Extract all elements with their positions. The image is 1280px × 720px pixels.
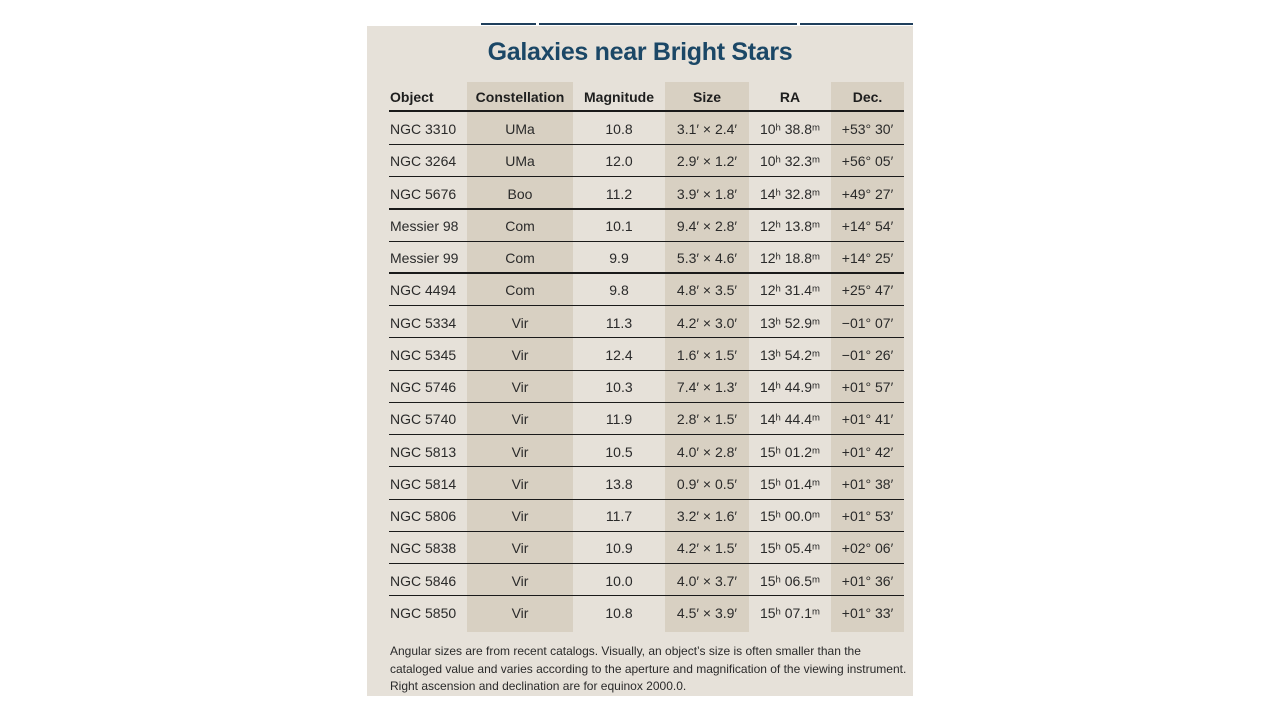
table-row [367,112,913,144]
magnitude-cell: 11.3 [605,314,633,331]
size-cell: 4.2′ × 1.5′ [676,540,738,557]
constellation-cell: Vir [511,475,529,492]
size-cell: 0.9′ × 0.5′ [676,475,738,492]
dec-cell: +56° 05′ [841,153,894,170]
table-row [367,435,913,467]
object-cell: NGC 5746 [390,379,457,395]
object-cell: NGC 5838 [390,540,457,557]
size-cell: 9.4′ × 2.8′ [676,217,738,234]
object-cell: NGC 5740 [390,411,457,428]
size-cell: 4.5′ × 3.9′ [676,604,738,621]
object-cell: NGC 5676 [390,185,457,202]
magnitude-cell: 11.9 [605,411,633,428]
constellation-cell: Vir [511,411,529,428]
table-row [367,499,913,531]
table-row [367,531,913,563]
header-magnitude: Magnitude [584,89,654,105]
object-cell: Messier 98 [390,217,459,234]
object-cell: NGC 5806 [390,508,457,524]
magnitude-cell: 10.8 [605,604,633,621]
header-object: Object [390,89,434,105]
size-cell: 3.1′ × 2.4′ [676,121,738,137]
constellation-cell: Com [505,217,535,234]
magnitude-cell: 10.3 [605,379,633,395]
dec-cell: +01° 42′ [841,443,894,460]
footnote: Angular sizes are from recent catalogs. Visually, an object’s size is often smaller than the cataloged value and varies according to the aperture and magnification of the viewing instrument. Right ascension and declination are for equinox 2000.0. [390,644,907,694]
header-constellation: Constellation [475,89,565,105]
top-rule-left [481,23,536,25]
object-cell: NGC 3310 [390,121,457,137]
constellation-cell: Vir [511,540,529,557]
ra-cell: 10ʰ 38.8ᵐ [759,121,821,137]
ra-cell: 10ʰ 32.3ᵐ [759,153,821,170]
ra-cell: 13ʰ 54.2ᵐ [759,346,821,363]
constellation-cell: Vir [511,572,529,589]
table-row [367,273,913,305]
table-row [367,564,913,596]
object-cell: NGC 5850 [390,604,457,621]
constellation-cell: Vir [511,443,529,460]
magnitude-cell: 12.0 [605,153,633,170]
object-cell: Messier 99 [390,250,459,266]
constellation-cell: Boo [507,185,533,202]
ra-cell: 15ʰ 06.5ᵐ [759,572,821,589]
constellation-cell: Vir [511,379,529,395]
top-rule-right [800,23,913,25]
table-row [367,402,913,434]
size-cell: 5.3′ × 4.6′ [676,250,738,266]
object-cell: NGC 5846 [390,572,457,589]
dec-cell: +01° 33′ [841,604,894,621]
ra-cell: 12ʰ 13.8ᵐ [759,217,821,234]
magnitude-cell: 11.2 [605,185,633,202]
ra-cell: 15ʰ 01.4ᵐ [759,475,821,492]
constellation-cell: Vir [511,604,529,621]
ra-cell: 15ʰ 00.0ᵐ [759,508,821,524]
table-row [367,177,913,209]
size-cell: 3.2′ × 1.6′ [676,508,738,524]
table-row [367,338,913,370]
ra-cell: 13ʰ 52.9ᵐ [759,314,821,331]
ra-cell: 14ʰ 32.8ᵐ [759,185,821,202]
top-rule-middle [539,23,797,25]
size-cell: 3.9′ × 1.8′ [676,185,738,202]
magnitude-cell: 10.9 [605,540,633,557]
dec-cell: +02° 06′ [841,540,894,557]
dec-cell: +53° 30′ [841,121,894,137]
dec-cell: +49° 27′ [841,185,894,202]
magnitude-cell: 10.5 [605,443,633,460]
table-row [367,370,913,402]
header-ra: RA [779,89,801,105]
dec-cell: −01° 07′ [841,314,894,331]
table-row [367,306,913,338]
size-cell: 1.6′ × 1.5′ [676,346,738,363]
ra-cell: 15ʰ 01.2ᵐ [759,443,821,460]
size-cell: 2.9′ × 1.2′ [676,153,738,170]
constellation-cell: UMa [505,121,535,137]
header-dec: Dec. [852,89,883,105]
constellation-cell: UMa [505,153,535,170]
dec-cell: +01° 38′ [841,475,894,492]
size-cell: 7.4′ × 1.3′ [676,379,738,395]
dec-cell: −01° 26′ [841,346,894,363]
table-row [367,596,913,628]
magnitude-cell: 9.8 [609,282,629,299]
dec-cell: +01° 53′ [841,508,894,524]
galaxies-table-panel [367,26,913,696]
table-title: Galaxies near Bright Stars [487,38,793,66]
header-size: Size [692,89,721,105]
magnitude-cell: 13.8 [605,475,633,492]
ra-cell: 14ʰ 44.9ᵐ [759,379,821,395]
table-row [367,467,913,499]
constellation-cell: Vir [511,314,529,331]
ra-cell: 14ʰ 44.4ᵐ [759,411,821,428]
magnitude-cell: 11.7 [605,508,633,524]
object-cell: NGC 5813 [390,443,457,460]
dec-cell: +25° 47′ [841,282,894,299]
size-cell: 4.2′ × 3.0′ [676,314,738,331]
constellation-cell: Com [505,282,535,299]
object-cell: NGC 5345 [390,346,457,363]
table-row [367,209,913,241]
ra-cell: 15ʰ 07.1ᵐ [759,604,821,621]
magnitude-cell: 10.1 [605,217,633,234]
ra-cell: 12ʰ 31.4ᵐ [759,282,821,299]
dec-cell: +14° 54′ [841,217,894,234]
ra-cell: 12ʰ 18.8ᵐ [759,250,821,266]
dec-cell: +14° 25′ [841,250,894,266]
dec-cell: +01° 36′ [841,572,894,589]
table-row [367,241,913,273]
object-cell: NGC 3264 [390,153,457,170]
constellation-cell: Vir [511,508,529,524]
size-cell: 4.8′ × 3.5′ [676,282,738,299]
size-cell: 4.0′ × 3.7′ [676,572,738,589]
ra-cell: 15ʰ 05.4ᵐ [759,540,821,557]
object-cell: NGC 5334 [390,314,457,331]
magnitude-cell: 10.8 [605,121,633,137]
magnitude-cell: 9.9 [609,250,629,266]
magnitude-cell: 12.4 [605,346,633,363]
size-cell: 4.0′ × 2.8′ [676,443,738,460]
table-row [367,144,913,176]
dec-cell: +01° 41′ [841,411,894,428]
object-cell: NGC 4494 [390,282,457,299]
magnitude-cell: 10.0 [605,572,633,589]
constellation-cell: Com [505,250,535,266]
dec-cell: +01° 57′ [841,379,894,395]
constellation-cell: Vir [511,346,529,363]
object-cell: NGC 5814 [390,475,457,492]
size-cell: 2.8′ × 1.5′ [676,411,738,428]
